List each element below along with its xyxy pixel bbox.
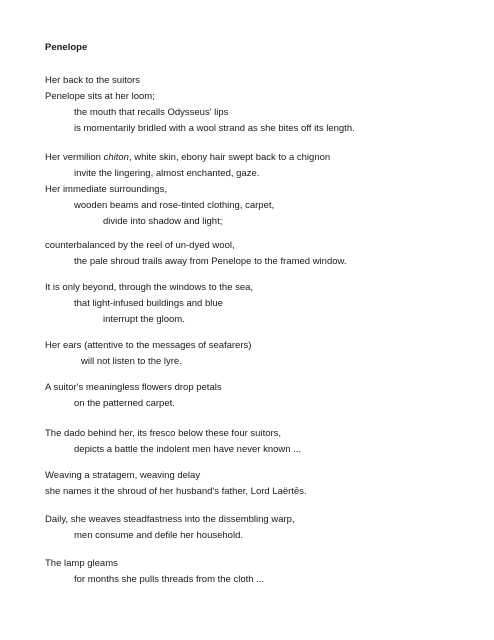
poem-line: A suitor's meaningless flowers drop petals <box>45 382 222 393</box>
poem-title: Penelope <box>45 42 88 53</box>
poem-line: The lamp gleams <box>45 558 118 569</box>
poem-line: Daily, she weaves steadfastness into the dissembling warp, <box>45 514 295 525</box>
poem-line: will not listen to the lyre. <box>81 356 182 367</box>
poem-line: that light-infused buildings and blue <box>74 298 223 309</box>
poem-line <box>45 152 330 164</box>
poem-line: interrupt the gloom. <box>103 314 185 325</box>
poem-line: wooden beams and rose-tinted clothing, carpet, <box>74 200 275 211</box>
poem-line: Penelope sits at her loom; <box>45 91 155 102</box>
poem-line: counterbalanced by the reel of un-dyed wool, <box>45 240 235 251</box>
poem-line: Her immediate surroundings, <box>45 184 167 195</box>
poem-line: Her back to the suitors <box>45 75 141 86</box>
poem-line-post: , white skin, ebony hair swept back to a chignon <box>128 152 331 163</box>
poem-line: It is only beyond, through the windows to the sea, <box>45 282 254 293</box>
poem-line-pre: Her vermilion <box>45 152 104 163</box>
poem-line: is momentarily bridled with a wool strand as she bites off its length. <box>74 123 355 134</box>
poem-line: she names it the shroud of her husband's father, Lord Laërtēs. <box>45 486 307 497</box>
poem-line: depicts a battle the indolent men have never known ... <box>74 444 302 455</box>
poem-line: men consume and defile her household. <box>74 530 244 541</box>
poem-line: the pale shroud trails away from Penelope to the framed window. <box>74 256 347 267</box>
poem-line: on the patterned carpet. <box>74 398 175 409</box>
poem-line: the mouth that recalls Odysseus' lips <box>74 107 229 118</box>
poem-line-emphasis: chiton <box>103 152 129 163</box>
poem-line: Weaving a stratagem, weaving delay <box>45 470 201 481</box>
poem-line: for months she pulls threads from the cloth ... <box>74 574 265 585</box>
poem-line: The dado behind her, its fresco below these four suitors, <box>45 428 282 439</box>
poem-line: Her ears (attentive to the messages of seafarers) <box>45 340 252 351</box>
poem-line: invite the lingering, almost enchanted, gaze. <box>74 168 260 179</box>
poem-line: divide into shadow and light; <box>103 216 223 227</box>
